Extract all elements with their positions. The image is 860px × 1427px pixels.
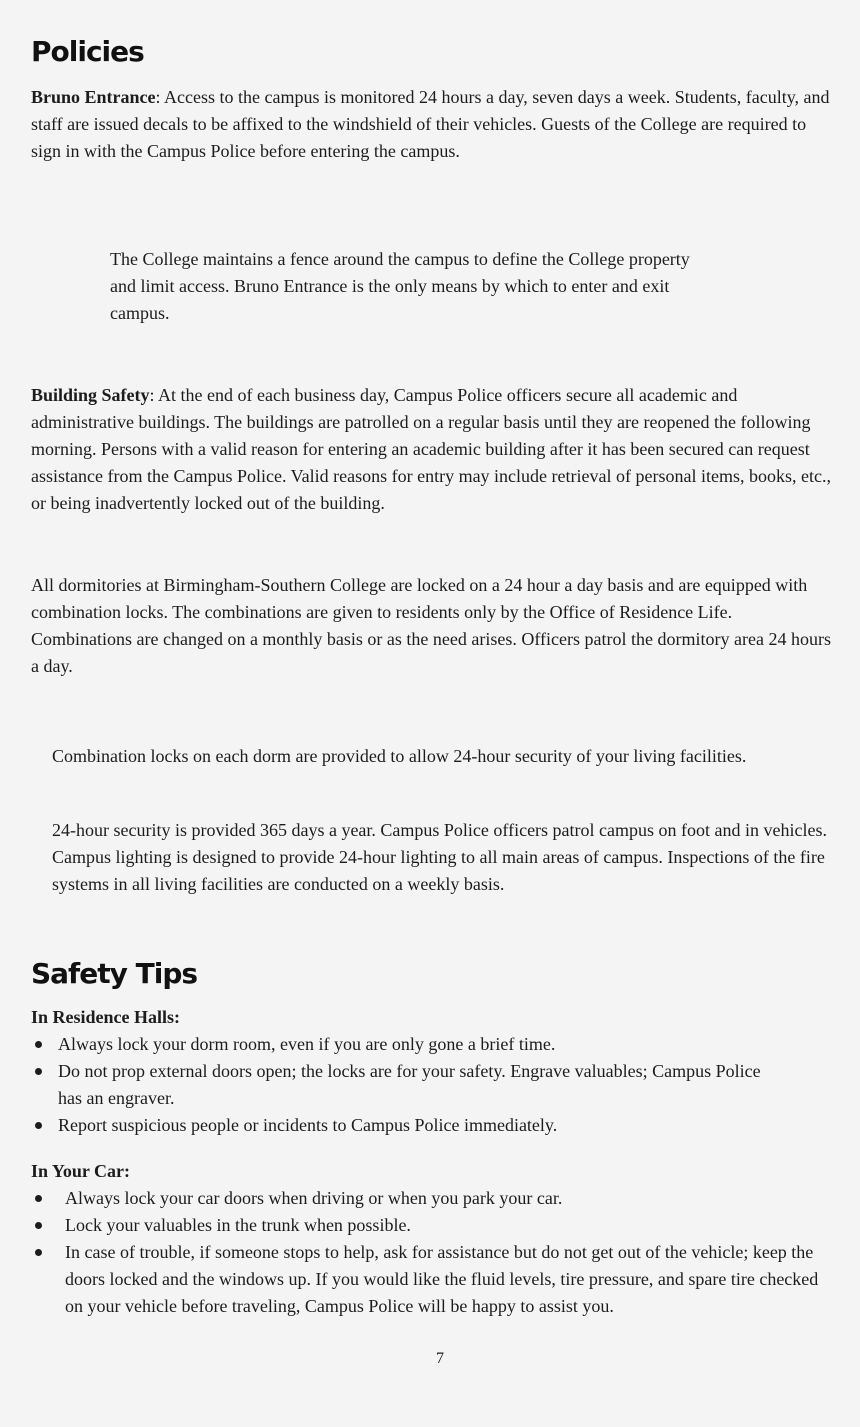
residence-halls-list (31, 1031, 771, 1139)
your-car-title: In Your Car: (31, 1161, 131, 1181)
combination-locks-note: Combination locks on each dorm are provided to allow 24-hour security of your living facilities. (52, 746, 747, 766)
fence-note: The College maintains a fence around the campus to define the College property and limit access. Bruno Entrance is the only means by which to enter and exit campus. (110, 249, 690, 323)
security-note: 24-hour security is provided 365 days a year. Campus Police officers patrol campus on foot and in vehicles. Campus lighting is designed to provide 24-hour lighting to all main areas of campus. Inspections of the fire systems in all living facilities are conducted on a weekly basis. (52, 820, 827, 894)
dormitories-paragraph: All dormitories at Birmingham-Southern College are locked on a 24 hour a day basis and are equipped with combination locks. The combinations are given to residents only by the Office of Residence Life. Combinations are changed on a monthly basis or as the need arises. Officers patrol the dormitory area 24 hours a day. (31, 575, 831, 676)
policies-heading: Policies (31, 35, 144, 68)
list-item: Lock your valuables in the trunk when possible. (31, 1212, 836, 1239)
bruno-entrance-text: : Access to the campus is monitored 24 hours a day, seven days a week. Students, faculty, and staff are issued decals to be affixed to the windshield of their vehicles. Guests of the College are required to sign in with the Campus Police before entering the campus. (31, 87, 830, 161)
list-item: In case of trouble, if someone stops to help, ask for assistance but do not get out of the vehicle; keep the doors locked and the windows up. If you would like the fluid levels, tire pressure, and spare tire checked on your vehicle before traveling, Campus Police will be happy to assist you. (31, 1239, 836, 1320)
list-item: Always lock your dorm room, even if you are only gone a brief time. (31, 1031, 771, 1058)
safety-tips-heading: Safety Tips (31, 957, 198, 990)
bruno-entrance-paragraph (31, 84, 831, 165)
building-safety-paragraph (31, 382, 839, 517)
building-safety-lead: Building Safety (31, 385, 150, 405)
page-number: 7 (436, 1350, 444, 1367)
list-item: Always lock your car doors when driving or when you park your car. (31, 1185, 836, 1212)
list-item: Do not prop external doors open; the locks are for your safety. Engrave valuables; Campus Police has an engraver. (31, 1058, 771, 1112)
residence-halls-title: In Residence Halls: (31, 1007, 181, 1027)
list-item: Report suspicious people or incidents to Campus Police immediately. (31, 1112, 771, 1139)
your-car-list (31, 1185, 836, 1320)
bruno-entrance-lead: Bruno Entrance (31, 87, 156, 107)
building-safety-text: : At the end of each business day, Campus Police officers secure all academic and administrative buildings. The buildings are patrolled on a regular basis until they are reopened the following morning. Persons with a valid reason for entering an academic building after it has been secured can request assistance from the Campus Police. Valid reasons for entry may include retrieval of personal items, books, etc., or being inadvertently locked out of the building. (31, 385, 831, 513)
